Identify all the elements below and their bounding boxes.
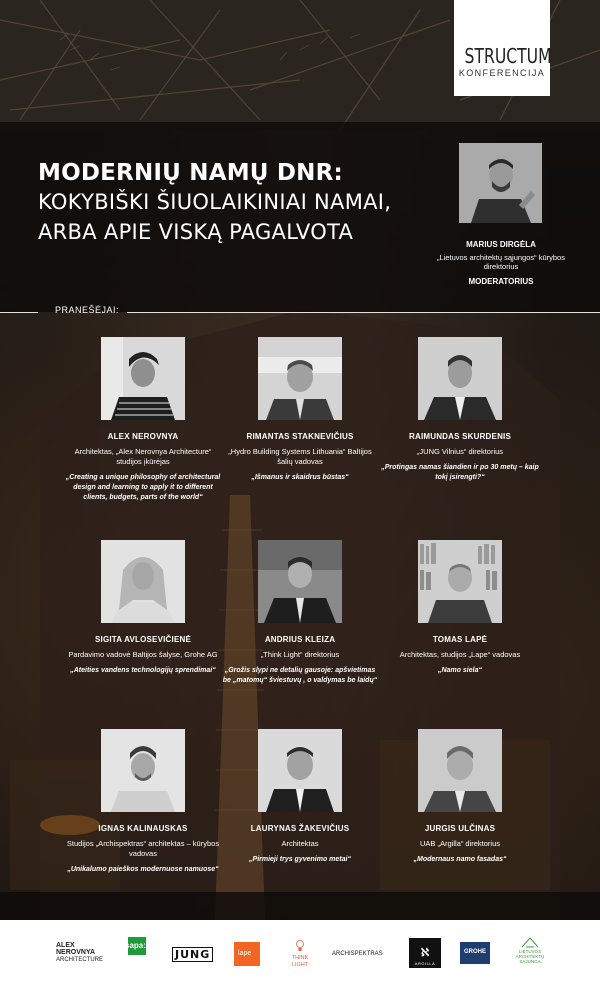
speaker-topic: „Namo siela“: [438, 667, 482, 674]
speaker-name: ANDRIUS KLEIZA: [264, 635, 336, 644]
logo-text: GROHE: [463, 949, 486, 955]
speaker-card: [63, 337, 223, 503]
moderator-role: „Lietuvos architektų sąjungos“ kūrybos direktorius: [437, 253, 565, 271]
speaker-photo: [418, 540, 502, 623]
moderator-label: MODERATORIUS: [468, 277, 534, 286]
speaker-topic: „Ateities vandens technologijų sprendimai“: [70, 667, 216, 674]
speaker-name: RIMANTAS STAKNEVIČIUS: [246, 432, 354, 441]
sapa-logo: [125, 937, 149, 967]
alex-nerovnya-logo: [56, 942, 103, 964]
speaker-photo: [101, 729, 185, 812]
speaker-card: [63, 540, 223, 676]
speaker-topic: „Unikalumo paieškos modernuose namuose“: [67, 866, 219, 873]
speaker-role: Studijos „Archispektras“ architektas – kūrybos vadovas: [66, 839, 220, 858]
logo-text: NEROVNYA: [56, 949, 96, 956]
speaker-role: „JUNG Vilnius“ direktorius: [416, 447, 504, 456]
sponsor-bar: [0, 920, 600, 984]
speaker-photo: [101, 540, 185, 623]
speaker-role: Pardavimo vadovė Baltijos šalyse, Grohe AG: [68, 650, 218, 659]
speaker-role: „Think Light“ direktorius: [260, 650, 340, 659]
speaker-name: SIGITA AVLOSEVIČIENĖ: [94, 635, 191, 644]
speaker-photo: [418, 337, 502, 420]
moderator-photo: [459, 143, 542, 223]
logo-text: SĄJUNGA: [519, 959, 541, 964]
lape-logo: [234, 942, 260, 966]
speaker-card: [220, 540, 380, 686]
speaker-photo: [258, 337, 342, 420]
speaker-name: RAIMUNDAS SKURDENIS: [408, 432, 512, 441]
speaker-card: [220, 729, 380, 865]
page-title-line-3: ARBA APIE VISKĄ PAGALVOTA: [38, 220, 354, 244]
logo-text: LIGHT: [291, 962, 309, 968]
speaker-role: „Hydro Building Systems Lithuania“ Baltijos šalių vadovas: [228, 447, 372, 466]
speaker-role: Architektas, „Alex Nerovnya Architecture“ studijos įkūrėjas: [74, 447, 212, 466]
las-logo: [510, 936, 550, 964]
divider-right: [127, 312, 600, 313]
house-icon: [521, 936, 539, 948]
logo-text: lape: [238, 950, 252, 957]
speaker-topic: „Protingas namas šiandien ir po 30 metų – kaip tokį įsirengti?“: [381, 464, 539, 481]
speaker-card: [380, 337, 540, 483]
brand-subtitle: KONFERENCIJA: [458, 68, 546, 78]
speaker-name: LAURYNAS ŽAKEVIČIUS: [250, 824, 350, 833]
logo-text: sapa:: [125, 941, 146, 950]
logo-text: ALEX: [56, 942, 75, 949]
speaker-name: TOMAS LAPĖ: [432, 635, 488, 644]
speaker-topic: „Modernaus namo fasadas“: [413, 856, 507, 863]
speaker-name: IGNAS KALINAUSKAS: [98, 824, 188, 833]
page-title-line-2: KOKYBIŠKI ŠIUOLAIKINIAI NAMAI,: [38, 190, 392, 214]
speaker-photo: [258, 729, 342, 812]
speaker-photo: [418, 729, 502, 812]
jung-logo: JUNG: [172, 947, 213, 962]
moderator-name: MARIUS DIRGĖLA: [466, 240, 536, 249]
page-title-line-1: MODERNIŲ NAMŲ DNR:: [38, 160, 343, 186]
speaker-card: [380, 540, 540, 676]
logo-text: THINK: [291, 955, 309, 961]
speaker-card: [63, 729, 223, 875]
think-light-logo: [282, 940, 318, 969]
logo-text: ARCHITECTURE: [56, 957, 104, 963]
brand-name: STRUCTUM: [464, 44, 552, 68]
argilla-mark-icon: ℵ: [420, 947, 430, 959]
speaker-role: Architektas, studijos „Lape“ vadovas: [399, 650, 521, 659]
speaker-topic: „Išmanus ir skaidrus būstas“: [251, 474, 349, 481]
speaker-topic: „Pirmieji trys gyvenimo metai“: [249, 856, 351, 863]
divider-left: [0, 312, 38, 313]
speaker-card: [220, 337, 380, 483]
archispektras-logo: ARCHISPEKTRAS: [332, 951, 383, 957]
grohe-logo: [460, 942, 490, 964]
speaker-card: [380, 729, 540, 865]
logo-text: ARCHITEKTŲ: [515, 954, 545, 959]
speakers-heading: PRANEŠĖJAI:: [55, 305, 120, 315]
speaker-photo: [101, 337, 185, 420]
argilla-logo: [409, 938, 441, 968]
speaker-name: JURGIS ULČINAS: [424, 824, 496, 833]
logo-text: LIETUVOS: [518, 949, 542, 954]
structum-logo: [454, 0, 550, 96]
speaker-topic: „Creating a unique philosophy of architectural design and learning to apply it to different clients, budgets, parts of the world“: [65, 474, 221, 501]
speaker-name: ALEX NEROVNYA: [107, 432, 179, 441]
bulb-icon: [295, 940, 305, 952]
speaker-role: Architektas: [281, 839, 319, 848]
speaker-photo: [258, 540, 342, 623]
logo-text: ARGILLA: [414, 961, 436, 966]
speaker-role: UAB „Argilla“ direktorius: [419, 839, 501, 848]
speaker-topic: „Grožis slypi ne detalių gausoje: apšvietimas be „matomų“ šviestuvų , o valdymas be laidų“: [222, 667, 378, 684]
